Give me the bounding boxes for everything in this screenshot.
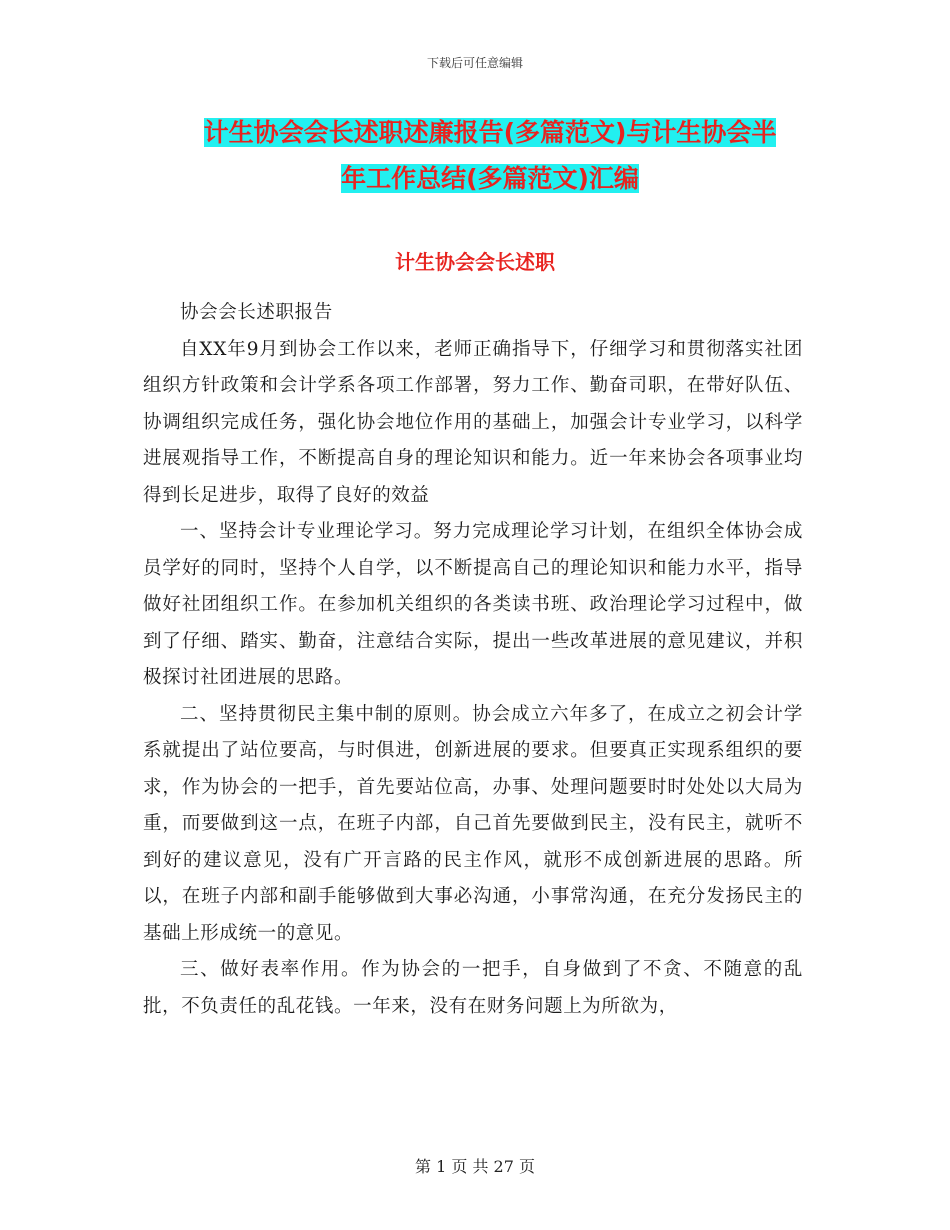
paragraph-point-2: 二、坚持贯彻民主集中制的原则。协会成立六年多了，在成立之初会计学系就提出了站位要高，与时俱进，创新进展的要求。但要真正实现系组织的要求，作为协会的一把手，首先要站位高，办事、处理问题要时时处处以大局为重，而要做到这一点，在班子内部，自己首先要做到民主，没有民主，就听不到好的建议意见，没有广开言路的民主作风，就形不成创新进展的思路。所以，在班子内部和副手能够做到大事必沟通，小事常沟通，在充分发扬民主的基础上形成统一的意见。 xyxy=(143,703,803,944)
paragraph-report-label: 协会会长述职报告 xyxy=(180,302,333,323)
document-title-line-1: 计生协会会长述职述廉报告(多篇范文)与计生协会半 xyxy=(203,118,777,147)
document-body xyxy=(143,295,803,1025)
section-heading: 计生协会会长述职 xyxy=(395,250,555,274)
document-title xyxy=(140,110,840,202)
header-note: 下载后可任意编辑 xyxy=(426,56,523,70)
page-footer: 第 1 页 共 27 页 xyxy=(415,1157,535,1176)
paragraph-intro: 自XX年9月到协会工作以来，老师正确指导下，仔细学习和贯彻落实社团组织方针政策和会计学系各项工作部署，努力工作、勤奋司职，在带好队伍、协调组织完成任务，强化协会地位作用的基础上，加强会计专业学习，以科学进展观指导工作，不断提高自身的理论知识和能力。近一年来协会各项事业均得到长足进步，取得了良好的效益 xyxy=(143,338,803,506)
paragraph-point-3: 三、做好表率作用。作为协会的一把手，自身做到了不贪、不随意的乱批，不负责任的乱花钱。一年来，没有在财务问题上为所欲为， xyxy=(143,959,803,1017)
document-title-line-2: 年工作总结(多篇范文)汇编 xyxy=(341,164,639,193)
paragraph-point-1: 一、坚持会计专业理论学习。努力完成理论学习计划，在组织全体协会成员学好的同时，坚持个人自学，以不断提高自己的理论知识和能力水平，指导做好社团组织工作。在参加机关组织的各类读书班、政治理论学习过程中，做到了仔细、踏实、勤奋，注意结合实际，提出一些改革进展的意见建议，并积极探讨社团进展的思路。 xyxy=(143,521,803,688)
